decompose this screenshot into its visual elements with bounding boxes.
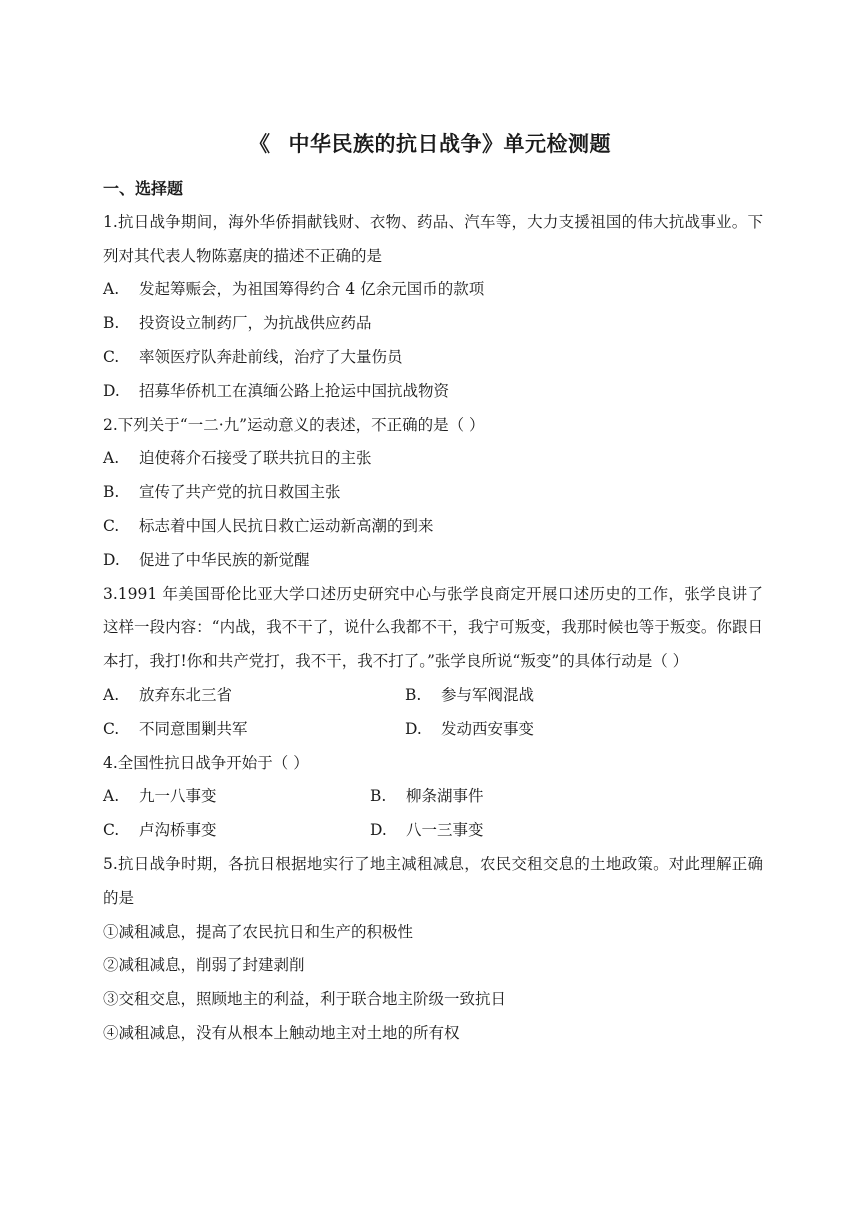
question-3-options-row-1 [103, 679, 763, 713]
option-letter: B. [370, 787, 387, 806]
option-letter: C. [103, 347, 120, 366]
question-2-option-c [103, 510, 763, 544]
option-text: 率领医疗队奔赴前线，治疗了大量伤员 [139, 347, 403, 366]
document-title [0, 128, 860, 158]
question-2-stem: 2.下列关于“一二·九”运动意义的表述，不正确的是（ ） [103, 415, 485, 434]
question-5-statement-3: ③交租交息，照顾地主的利益，利于联合地主阶级一致抗日 [103, 990, 507, 1009]
option-letter: C. [103, 719, 120, 738]
question-1-option-c [103, 341, 763, 375]
question-3-option-c [103, 713, 405, 747]
question-3-option-a [103, 679, 405, 713]
option-text: 不同意围剿共军 [139, 719, 248, 738]
option-letter: C. [103, 516, 120, 535]
option-text: 放弃东北三省 [139, 685, 233, 704]
option-text: 招募华侨机工在滇缅公路上抢运中国抗战物资 [139, 381, 450, 400]
option-text: 九一八事变 [139, 787, 217, 806]
option-text: 八一三事变 [406, 821, 484, 840]
question-3-option-d [405, 713, 534, 747]
question-4-option-d [370, 814, 484, 848]
question-2-option-b [103, 476, 763, 510]
question-4-stem: 4.全国性抗日战争开始于（ ） [103, 753, 309, 772]
option-text: 促进了中华民族的新觉醒 [139, 550, 310, 569]
option-text: 参与军阀混战 [441, 685, 535, 704]
question-5-statement-1: ①减租减息，提高了农民抗日和生产的积极性 [103, 922, 414, 941]
section-heading: 一、选择题 [103, 179, 184, 198]
option-letter: D. [370, 821, 387, 840]
option-letter: A. [103, 685, 120, 704]
option-text: 投资设立制药厂，为抗战供应药品 [139, 314, 372, 333]
question-1-option-d [103, 375, 763, 409]
question-4-options-row-2 [103, 814, 763, 848]
question-1-option-b [103, 307, 763, 341]
question-4-options-row-1 [103, 780, 763, 814]
option-text: 宣传了共产党的抗日救国主张 [139, 483, 341, 502]
option-letter: B. [405, 685, 422, 704]
question-3-option-b [405, 679, 534, 713]
option-letter: D. [103, 381, 120, 400]
question-3-stem: 3.1991 年美国哥伦比亚大学口述历史研究中心与张学良商定开展口述历史的工作，张学良讲了这样一段内容：“内战，我不干了，说什么我都不干，我宁可叛变，我那时候也等于叛变。你跟日本打，我打!你和共产党打，我不干，我不打了。”张学良所说“叛变”的具体行动是（ ） [103, 584, 763, 671]
question-5-statement-4: ④减租减息，没有从根本上触动地主对土地的所有权 [103, 1023, 460, 1042]
question-5-stem: 5.抗日战争时期，各抗日根据地实行了地主减租减息，农民交租交息的土地政策。对此理解正确的是 [103, 854, 763, 907]
option-text: 标志着中国人民抗日救亡运动新高潮的到来 [139, 516, 434, 535]
option-text: 发起筹赈会，为祖国筹得约合 4 亿余元国币的款项 [139, 280, 485, 299]
question-4-option-c [103, 814, 370, 848]
option-letter: B. [103, 483, 120, 502]
option-text: 迫使蒋介石接受了联共抗日的主张 [139, 449, 372, 468]
document-body [103, 172, 763, 1051]
option-letter: D. [103, 550, 120, 569]
option-text: 发动西安事变 [441, 719, 535, 738]
question-5-statement-2: ②减租减息，削弱了封建剥削 [103, 956, 305, 975]
option-letter: A. [103, 280, 120, 299]
option-letter: A. [103, 449, 120, 468]
question-4-option-a [103, 780, 370, 814]
question-2-option-a [103, 442, 763, 476]
question-4-option-b [370, 780, 484, 814]
option-letter: C. [103, 821, 120, 840]
question-1-option-a [103, 273, 763, 307]
question-1-stem: 1.抗日战争期间，海外华侨捐献钱财、衣物、药品、汽车等，大力支援祖国的伟大抗战事业。下列对其代表人物陈嘉庚的描述不正确的是 [103, 212, 763, 265]
title-bracket: 《 [249, 131, 271, 156]
option-text: 卢沟桥事变 [139, 821, 217, 840]
title-text: 中华民族的抗日战争》单元检测题 [288, 131, 611, 156]
question-3-options-row-2 [103, 713, 763, 747]
option-letter: D. [405, 719, 422, 738]
question-2-option-d [103, 544, 763, 578]
option-text: 柳条湖事件 [406, 787, 484, 806]
option-letter: B. [103, 314, 120, 333]
option-letter: A. [103, 787, 120, 806]
